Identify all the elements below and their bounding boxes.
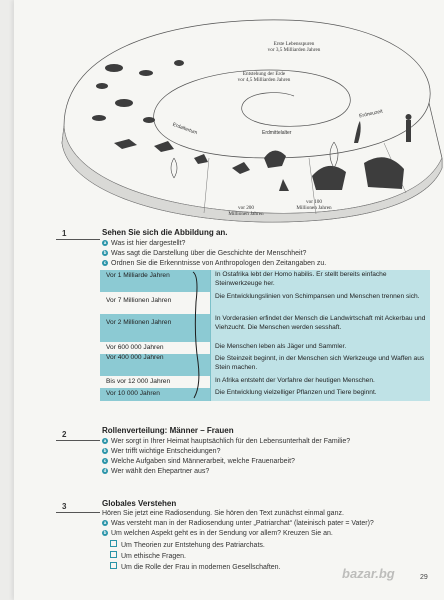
timeline-row: Vor 10 000 Jahren Die Entwicklung vielzelliger Pflanzen und Tiere beginnt.	[100, 388, 430, 401]
caption-200: vor 200 Millionen Jahren	[228, 205, 264, 217]
exercise-2-title: Rollenverteilung: Männer – Frauen	[102, 426, 234, 435]
timeline-table	[100, 270, 430, 401]
checkbox-option-3[interactable]	[110, 562, 117, 569]
timeline-row: Vor 600 000 Jahren Die Menschen leben als Jäger und Sammler.	[100, 342, 430, 354]
checkbox-option-2[interactable]	[110, 551, 117, 558]
watermark-logo: bazar.bg	[342, 566, 395, 581]
exercise-1-number: 1	[62, 229, 67, 238]
exercise-1-item-a: a Was ist hier dargestellt?	[103, 240, 186, 247]
timeline-row: Vor 7 Millionen Jahren Die Entwicklungslinien von Schimpansen und Menschen trennen sich.	[100, 292, 430, 314]
exercise-2-item-c: c Welche Aufgaben sind Männerarbeit, welche Frauenarbeit?	[103, 458, 295, 465]
caption-100: vor 100 Millionen Jahren	[296, 199, 332, 211]
timeline-row: Vor 2 Millionen Jahren In Vorderasien erfindet der Mensch die Landwirtschaft mit Ackerbau und Viehzucht. Die Menschen werden sesshaft.	[100, 314, 430, 342]
exercise-1-item-c: c Ordnen Sie die Erkenntnisse von Anthropologen den Zeitangaben zu.	[103, 260, 327, 267]
exercise-3-item-a: a Was versteht man in der Radiosendung unter „Patriarchat“ (lateinisch pater = Vater)?	[103, 520, 374, 527]
option-1[interactable]: Um Theorien zur Entstehung des Patriarchats.	[110, 540, 265, 549]
caption-earth-origin: Entstehung der Erde vor 4,5 Milliarden Jahren	[237, 71, 291, 83]
exercise-2-item-a: a Wer sorgt in Ihrer Heimat hauptsächlich für den Lebensunterhalt der Familie?	[103, 438, 351, 445]
era-label-middle: Erdmittelalter	[262, 130, 292, 136]
spiral-drawing	[54, 8, 444, 223]
exercise-3-number: 3	[62, 502, 67, 511]
exercise-2-number: 2	[62, 430, 67, 439]
timeline-row: Bis vor 12 000 Jahren In Afrika entsteht der Vorfahre der heutigen Menschen.	[100, 376, 430, 388]
exercise-3-item-b: b Um welchen Aspekt geht es in der Sendung vor allem? Kreuzen Sie an.	[103, 530, 333, 537]
exercise-1-item-b: b Was sagt die Darstellung über die Geschichte der Menschheit?	[103, 250, 307, 257]
era-label-new: Erdneuzeit	[358, 108, 384, 120]
option-3[interactable]: Um die Rolle der Frau in modernen Gesellschaften.	[110, 562, 281, 571]
page-number: 29	[420, 574, 428, 581]
era-label-old: Erdaltertum	[171, 121, 199, 137]
exercise-3-title: Globales Verstehen	[102, 499, 177, 508]
exercise-2-item-d: d Wer wählt den Ehepartner aus?	[103, 468, 210, 475]
timeline-row: Vor 400 000 Jahren Die Steinzeit beginnt, in der Menschen sich Werkzeuge und Waffen aus Stein machen.	[100, 354, 430, 376]
option-2[interactable]: Um ethische Fragen.	[110, 551, 186, 560]
checkbox-option-1[interactable]	[110, 540, 117, 547]
exercise-2-item-b: b Wer trifft wichtige Entscheidungen?	[103, 448, 221, 455]
evolution-spiral-illustration	[54, 8, 444, 223]
timeline-brace	[192, 270, 200, 401]
textbook-page	[14, 0, 444, 600]
exercise-3-intro: Hören Sie jetzt eine Radiosendung. Sie hören den Text zunächst einmal ganz.	[102, 510, 344, 517]
exercise-1-title: Sehen Sie sich die Abbildung an.	[102, 228, 228, 237]
caption-first-life: Erste Lebensspuren vor 3,5 Milliarden Jahren	[267, 41, 321, 53]
timeline-row: Vor 1 Milliarde Jahren In Ostafrika lebt der Homo habilis. Er stellt bereits einfache Steinwerkzeuge her.	[100, 270, 430, 292]
